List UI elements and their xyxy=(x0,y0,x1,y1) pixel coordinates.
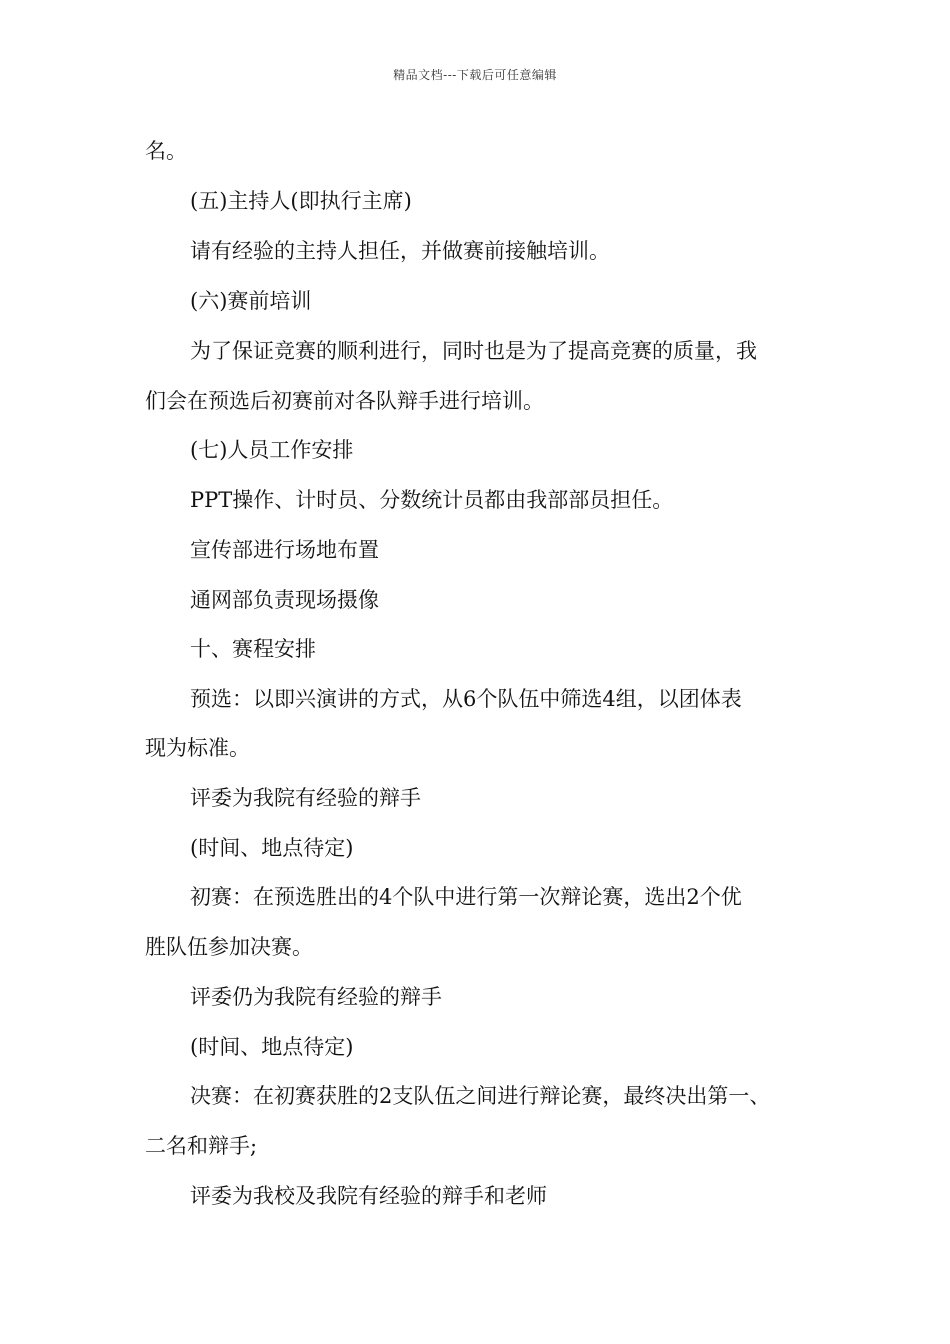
section-heading: 十、赛程安排 xyxy=(190,637,316,661)
text-line: 为了保证竞赛的顺利进行，同时也是为了提高竞赛的质量，我 xyxy=(190,339,757,363)
text-line: 二名和辩手; xyxy=(145,1134,258,1158)
text-line: 评委仍为我院有经验的辩手 xyxy=(190,985,442,1009)
text-line: 评委为我校及我院有经验的辩手和老师 xyxy=(190,1184,547,1208)
text-line: 评委为我院有经验的辩手 xyxy=(190,786,421,810)
section-heading: (五)主持人(即执行主席) xyxy=(190,189,412,213)
text-line: 胜队伍参加决赛。 xyxy=(145,935,313,959)
section-heading: (七)人员工作安排 xyxy=(190,438,354,462)
section-heading: (六)赛前培训 xyxy=(190,289,312,313)
text-line: 现为标准。 xyxy=(145,736,250,760)
text-line: (时间、地点待定) xyxy=(190,1035,354,1059)
text-line: 名。 xyxy=(145,139,187,163)
text-line: 决赛：在初赛获胜的2支队伍之间进行辩论赛，最终决出第一、 xyxy=(190,1084,771,1108)
text-line: 预选：以即兴演讲的方式，从6个队伍中筛选4组，以团体表 xyxy=(190,687,742,711)
text-line: 初赛：在预选胜出的4个队中进行第一次辩论赛，选出2个优 xyxy=(190,885,742,909)
page-header: 精品文档---下载后可任意编辑 xyxy=(393,68,557,82)
text-line: (时间、地点待定) xyxy=(190,836,354,860)
text-line: 宣传部进行场地布置 xyxy=(190,538,379,562)
text-line: PPT操作、计时员、分数统计员都由我部部员担任。 xyxy=(190,488,674,512)
text-line: 们会在预选后初赛前对各队辩手进行培训。 xyxy=(145,389,544,413)
text-line: 通网部负责现场摄像 xyxy=(190,588,379,612)
text-line: 请有经验的主持人担任，并做赛前接触培训。 xyxy=(190,239,610,263)
